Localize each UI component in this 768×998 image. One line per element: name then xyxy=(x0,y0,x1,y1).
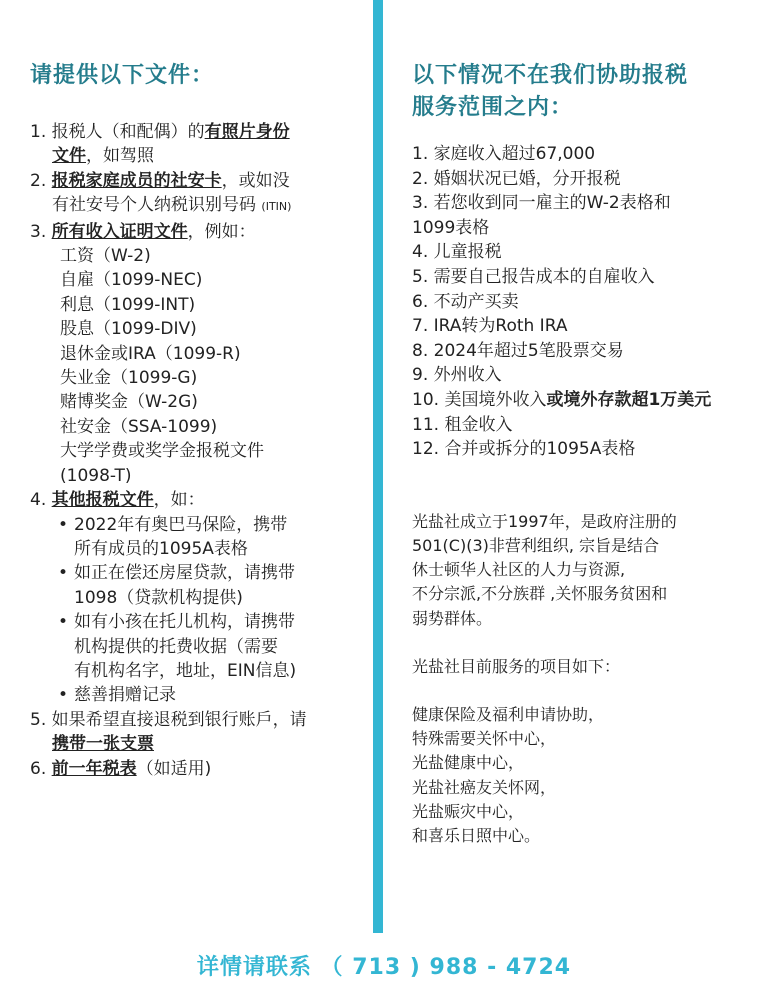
exclusion-item: 4. 儿童报税 xyxy=(412,242,502,263)
exclusions-heading: 以下情况不在我们协助报税 服务范围之内： xyxy=(412,63,689,120)
service-item: 和喜乐日照中心。 xyxy=(412,825,541,845)
about-paragraph: 501(C)(3)非营利组织, 宗旨是结合 xyxy=(412,535,660,555)
left-column: 请提供以下文件： 1. 报税人（和配偶）的有照片身份 文件，如驾照 2. 报税家庭成员的社安卡，或如没 有社安号个人纳税识别号码 (ITIN) 3. 所有收入证明文件，例如： 工资（W-2) 自雇（1099-NEC) 利息（1099-INT) 股息（1099-DIV) 退休金或IRA（1099-R) 失业金（1099-G) 赌博奖金（W-2G) 社安金（SSA-1099) 大学学费或奖学金报税文件 (1098-T) 4. 其他报税文件，如： • 2022年有奥巴马保险，携带 所有成员的1095A表格 • 如正在偿还房屋贷款，请携带 1098（贷款机构提供) • 如有小孩在托儿机构，请携带 机构提供的托费收据（需要 有机构名字，地址，EIN信息) • 慈善捐赠记录 5. 如果希望直接退税到银行账戶，请 携带一张支票 6. 前一年税表（如适用) xyxy=(30,60,370,781)
income-type: 自雇（1099-NEC) xyxy=(60,270,203,291)
about-paragraph: 弱势群体。 xyxy=(412,608,493,628)
exclusion-item: 8. 2024年超过5笔股票交易 xyxy=(412,340,624,361)
bullet-item: • 如正在偿还房屋贷款，请携带 xyxy=(30,561,370,585)
right-column xyxy=(412,60,762,848)
required-docs-heading: 请提供以下文件： xyxy=(30,63,215,88)
service-item: 特殊需要关怀中心， xyxy=(412,729,557,749)
contact-phone: 详情请联系 （ 713 ) 988 - 4724 xyxy=(196,955,572,980)
bullet-item: • 如有小孩在托儿机构，请携带 xyxy=(30,610,370,634)
income-type: 股息（1099-DIV) xyxy=(60,319,197,340)
about-paragraph: 不分宗派,不分族群 ,关怀服务贫困和 xyxy=(412,584,668,604)
about-section xyxy=(412,510,762,848)
service-item: 光盐赈灾中心， xyxy=(412,801,525,821)
exclusion-item: 6. 不动产买卖 xyxy=(412,291,519,312)
services-intro: 光盐社目前服务的项目如下： xyxy=(412,656,621,676)
item-2: 2. 报税家庭成员的社安卡，或如没 xyxy=(30,170,290,191)
exclusion-item: 11. 租金收入 xyxy=(412,414,513,435)
exclusion-item: 9. 外州收入 xyxy=(412,365,502,386)
about-paragraph: 光盐社成立于1997年，是政府注册的 xyxy=(412,511,677,531)
income-type: 失业金（1099-G) xyxy=(60,368,198,389)
exclusion-item: 10. 美国境外收入或境外存款超1万美元 xyxy=(412,389,712,410)
bullet-item: • 2022年有奥巴马保险，携带 xyxy=(30,513,370,537)
item-5: 5. 如果希望直接退税到银行账戶，请 xyxy=(30,709,307,730)
exclusion-item: 12. 合并或拆分的1095A表格 xyxy=(412,439,636,460)
service-item: 光盐健康中心， xyxy=(412,753,525,773)
exclusion-item: 2. 婚姻状况已婚，分开报税 xyxy=(412,168,621,189)
income-type: (1098-T) xyxy=(60,465,132,486)
exclusion-item: 3. 若您收到同一雇主的W-2表格和 xyxy=(412,193,671,214)
vertical-divider xyxy=(373,0,383,933)
item-3: 3. 所有收入证明文件，例如： xyxy=(30,221,256,242)
income-type: 赌博奖金（W-2G) xyxy=(60,392,198,413)
item-4: 4. 其他报税文件，如： xyxy=(30,490,205,511)
income-type: 利息（1099-INT) xyxy=(60,294,196,315)
service-item: 健康保险及福利申请协助， xyxy=(412,704,605,724)
exclusion-item: 5. 需要自己报告成本的自雇收入 xyxy=(412,266,655,287)
exclusion-item: 1. 家庭收入超过67,000 xyxy=(412,144,596,164)
item-6: 6. 前一年税表（如适用) xyxy=(30,758,212,779)
service-item: 光盐社癌友关怀网， xyxy=(412,777,557,797)
exclusion-item: 1099表格 xyxy=(412,217,490,238)
income-type: 工资（W-2) xyxy=(60,246,151,267)
item-1: 1. 报税人（和配偶）的有照片身份 xyxy=(30,122,290,142)
income-type: 社安金（SSA-1099) xyxy=(60,416,218,437)
about-paragraph: 休士顿华人社区的人力与资源, xyxy=(412,560,626,580)
income-type: 大学学费或奖学金报税文件 xyxy=(60,441,264,462)
bullet-item: • 慈善捐赠记录 xyxy=(30,683,370,707)
exclusion-item: 7. IRA转为Roth IRA xyxy=(412,316,568,337)
income-type: 退休金或IRA（1099-R) xyxy=(60,343,241,364)
